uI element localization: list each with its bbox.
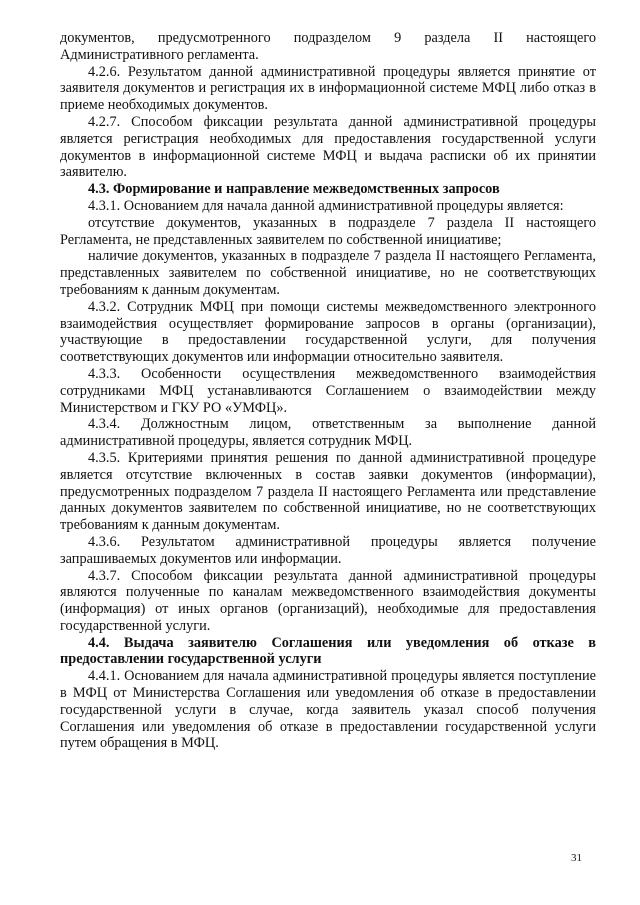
paragraph: документов, предусмотренного подразделом 9 раздела II настоящего Административного регламента. bbox=[60, 30, 596, 63]
page-body bbox=[60, 30, 596, 752]
paragraph: наличие документов, указанных в подразделе 7 раздела II настоящего Регламента, представленных заявителем по собственной инициативе, но не соответствующих требованиям к данным документам. bbox=[60, 248, 596, 298]
paragraph: 4.3.3. Особенности осуществления межведомственного взаимодействия сотрудниками МФЦ устанавливаются Соглашением о взаимодействии между Министерством и ГКУ РО «УМФЦ». bbox=[60, 365, 596, 416]
page-number: 31 bbox=[571, 852, 582, 864]
paragraph: 4.2.6. Результатом данной административной процедуры является принятие от заявителя документов и регистрация их в информационной системе МФЦ либо отказ в приеме необходимых документов. bbox=[60, 63, 596, 114]
paragraph: 4.2.7. Способом фиксации результата данной административной процедуры является регистрация необходимых для предоставления государственной услуги документов в информационной системе МФЦ и выдача расписки об их принятии заявителю. bbox=[60, 113, 596, 181]
paragraph: 4.3.5. Критериями принятия решения по данной административной процедуре является отсутствие включенных в состав заявки документов (информации), предусмотренных подразделом 7 раздела II настоящего Регламента или представление данных документов заявителем по собственной инициативе, но не соответствующих требованиям к данным документам. bbox=[60, 449, 596, 534]
paragraph: 4.3.7. Способом фиксации результата данной административной процедуры являются полученные по каналам межведомственного взаимодействия документы (информация) от иных органов (организаций), необходимые для предоставления государственной услуги. bbox=[60, 567, 596, 634]
paragraph: 4.3.4. Должностным лицом, ответственным за выполнение данной административной процедуры, является сотрудник МФЦ. bbox=[60, 416, 596, 450]
section-heading: 4.3. Формирование и направление межведомственных запросов bbox=[88, 181, 500, 198]
paragraph: 4.4.1. Основанием для начала административной процедуры является поступление в МФЦ от Министерства Соглашения или уведомления об отказе в предоставлении государственной услуги в случае, когда заявитель указал способ получения Соглашения или уведомления об отказе в предоставлении государственной услуги путем обращения в МФЦ. bbox=[60, 668, 596, 752]
paragraph: отсутствие документов, указанных в подразделе 7 раздела II настоящего Регламента, не представленных заявителем по собственной инициативе; bbox=[60, 214, 596, 248]
section-heading: 4.4. Выдача заявителю Соглашения или уведомления об отказе в предоставлении государственной услуги bbox=[60, 634, 596, 668]
paragraph: 4.3.2. Сотрудник МФЦ при помощи системы межведомственного электронного взаимодействия осуществляет формирование запросов в органы (организации), участвующие в предоставлении государственной услуги, для получения соответствующих документов или информации относительно заявителя. bbox=[60, 298, 596, 366]
paragraph: 4.3.6. Результатом административной процедуры является получение запрашиваемых документов или информации. bbox=[60, 533, 596, 567]
paragraph: 4.3.1. Основанием для начала данной административной процедуры является: bbox=[88, 197, 564, 214]
